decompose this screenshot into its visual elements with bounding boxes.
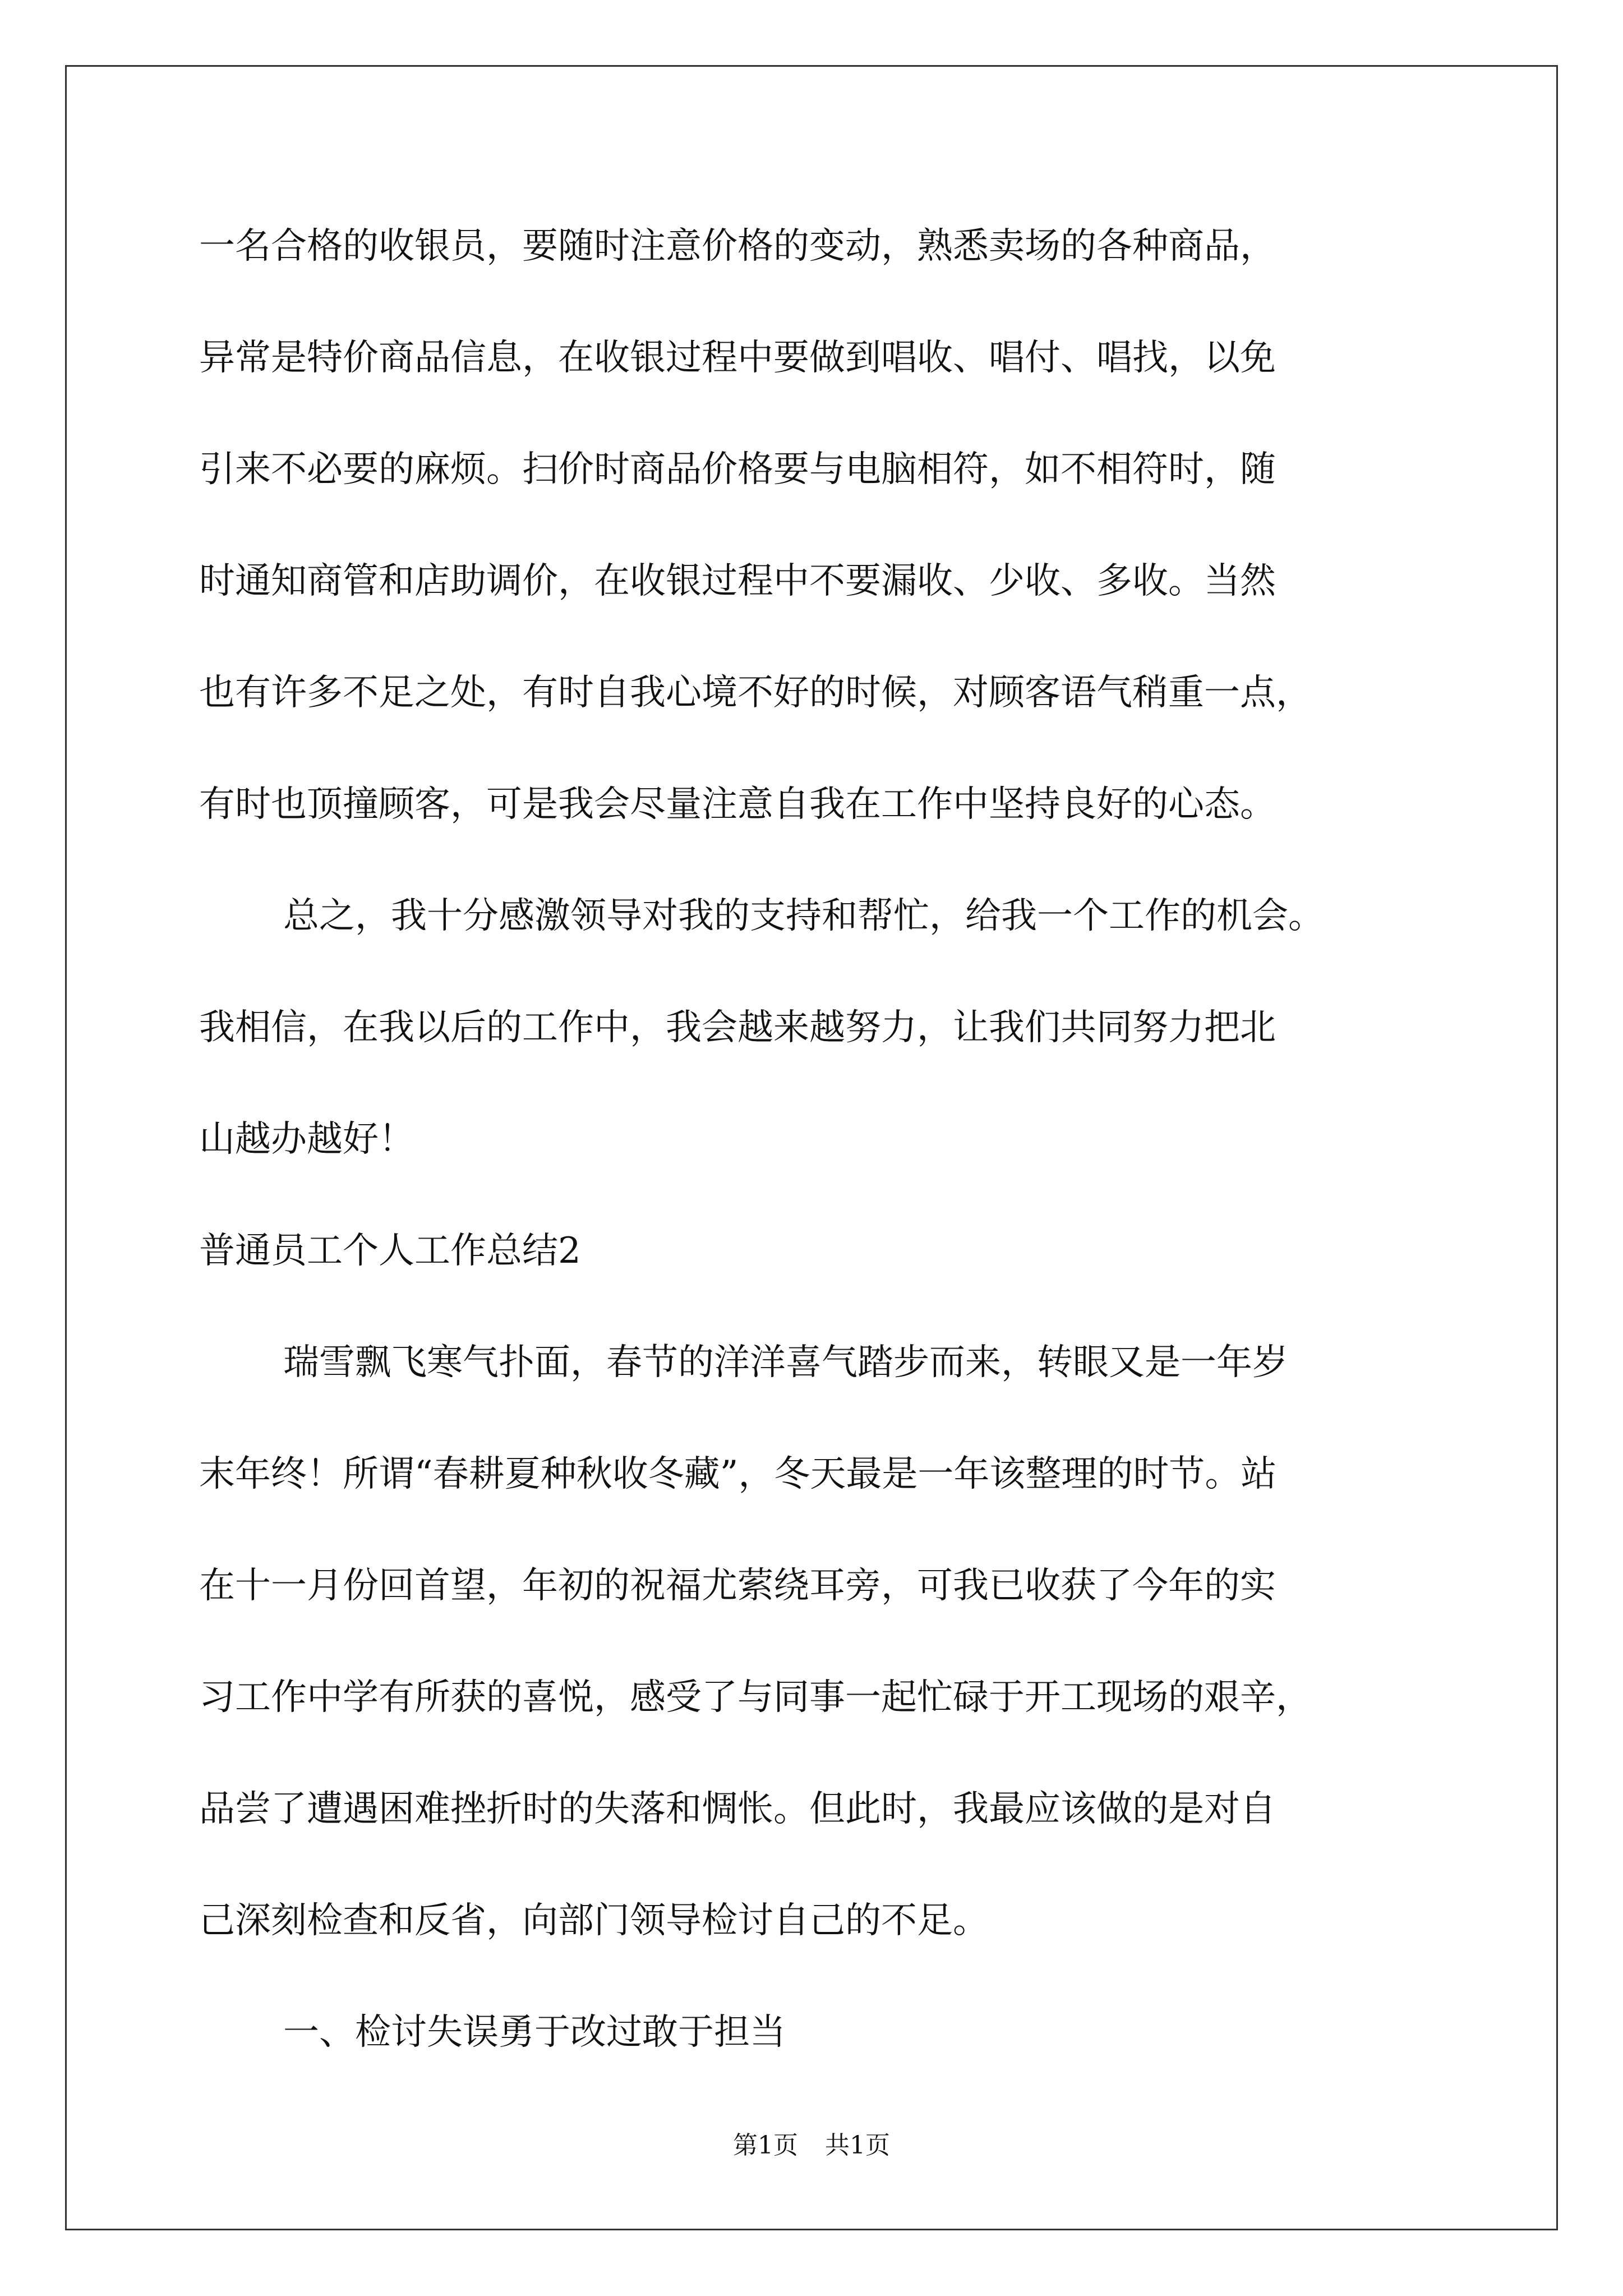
paragraph-line: 有时也顶撞顾客，可是我会尽量注意自我在工作中坚持良好的心态。 [199,784,1276,825]
page-total: 共1页 [825,2131,890,2160]
page-footer [0,2129,1623,2162]
document-body [199,191,1455,2088]
paragraph-line: 我相信，在我以后的工作中，我会越来越努力，让我们共同努力把北 [199,1007,1276,1048]
paragraph-line: 品尝了遭遇困难挫折时的失落和惆怅。但此时，我最应该做的是对自 [199,1788,1276,1830]
page-number: 第1页 [733,2131,798,2160]
paragraph-line: 己深刻检查和反省，向部门领导检讨自己的不足。 [199,1900,989,1941]
paragraph-line: 异常是特价商品信息，在收银过程中要做到唱收、唱付、唱找，以免 [199,337,1276,379]
section-heading: 普通员工个人工作总结2 [199,1230,581,1272]
paragraph-line: 一名合格的收银员，要随时注意价格的变动，熟悉卖场的各种商品， [199,226,1276,267]
paragraph-line: 时通知商管和店助调价，在收银过程中不要漏收、少收、多收。当然 [199,560,1276,602]
subsection-heading: 一、检讨失误勇于改过敢于担当 [283,2012,786,2053]
paragraph-line: 瑞雪飘飞寒气扑面，春节的洋洋喜气踏步而来，转眼又是一年岁 [283,1342,1288,1383]
paragraph-line: 在十一月份回首望，年初的祝福尤萦绕耳旁，可我已收获了今年的实 [199,1565,1276,1607]
paragraph-line: 引来不必要的麻烦。扫价时商品价格要与电脑相符，如不相符时，随 [199,449,1276,490]
paragraph-line: 习工作中学有所获的喜悦，感受了与同事一起忙碌于开工现场的艰辛， [199,1677,1312,1718]
paragraph-line: 山越办越好！ [199,1119,414,1160]
paragraph-line: 也有许多不足之处，有时自我心境不好的时候，对顾客语气稍重一点， [199,672,1312,714]
paragraph-line: 末年终！所谓“春耕夏种秋收冬藏”，冬天最是一年该整理的时节。站 [199,1453,1277,1495]
paragraph-line: 总之，我十分感激领导对我的支持和帮忙，给我一个工作的机会。 [283,895,1324,937]
